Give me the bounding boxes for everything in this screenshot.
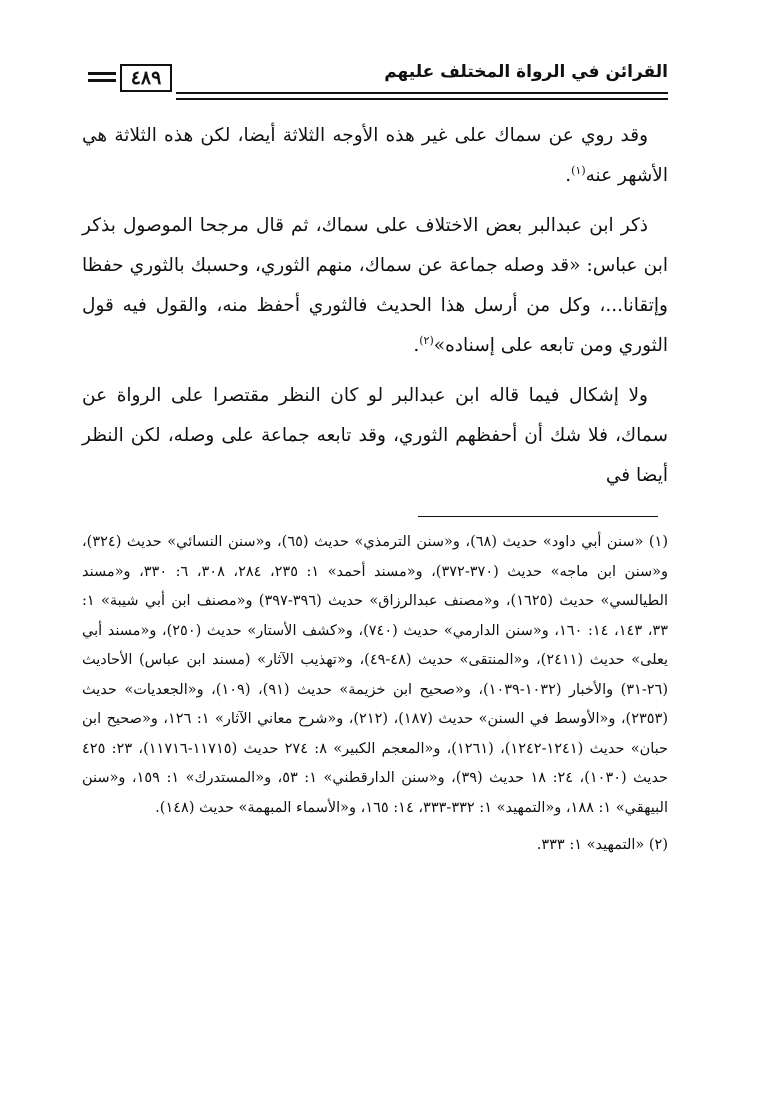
header-rule	[176, 98, 668, 100]
header-dash	[88, 79, 116, 82]
footnotes	[82, 528, 668, 869]
header-rule	[176, 92, 668, 94]
paragraph	[82, 206, 668, 366]
footnote: (٢) «التمهيد» ١: ٣٣٣.	[536, 837, 668, 853]
page-number: ٤٨٩	[120, 64, 172, 92]
footnote: (١) «سنن أبي داود» حديث (٦٨)، و«سنن الترمذي» حديث (٦٥)، و«سنن النسائي» حديث (٣٢٤)، و«سنن ابن ماجه» حديث (٣٧٠-٣٧٢)، و«مسند أحمد» ١: ٢٣٥، ٢٨٤، ٣٠٨، ٦: ٣٣٠، و«مسند الطيالسي» حديث (١٦٢٥)، و«مصنف عبدالرزاق» حديث (٣٩٦-٣٩٧) و«مصنف ابن أبي شيبة» ١: ٣٣، ١٤٣، ١٤: ١٦٠، و«سنن الدارمي» حديث (٧٤٠)، و«كشف الأستار» حديث (٢٥٠)، و«مسند أبي يعلى» حديث (٢٤١١)، و«المنتقى» حديث (٤٨-٤٩)، و«تهذيب الآثار» (مسند ابن عباس) الأحاديث (٢٦-٣١) والأخبار (١٠٣٢-١٠٣٩)، و«صحيح ابن خزيمة» حديث (٩١)، (١٠٩)، و«الجعديات» حديث (٢٣٥٣)، و«الأوسط في السنن» حديث (١٨٧)، (٢١٢)، و«شرح معاني الآثار» ١: ١٢٦، و«صحيح ابن حبان» حديث (١٢٤١-١٢٤٢)، (١٢٦١)، و«المعجم الكبير» ٨: ٢٧٤ حديث (١١٧١٥-١١٧١٦)، ٢٣: ٤٢٥ حديث (١٠٣٠)، ٢٤: ١٨ حديث (٣٩)، و«سنن الدارقطني» ١: ٥٣، و«المستدرك» ١: ١٥٩، و«سنن البيهقي» ١: ١٨٨، و«التمهيد» ١: ٣٣٢-٣٣٣، ١٤: ١٦٥، و«الأسماء المبهمة» حديث (١٤٨).	[82, 534, 669, 816]
footnote-ref: (١)	[571, 163, 586, 177]
paragraph	[82, 376, 668, 496]
main-text	[82, 116, 668, 506]
paragraph-text: ولا إشكال فيما قاله ابن عبدالبر لو كان النظر مقتصرا على الرواة عن سماك، فلا شك أن أحفظهم الثوري، وقد تابعه جماعة على وصله، لكن النظر أيضا في	[82, 385, 668, 486]
header-title: القرائن في الرواة المختلف عليهم	[384, 62, 668, 82]
paragraph-end: .	[565, 165, 572, 186]
paragraph-end: .	[413, 335, 420, 356]
footnote-separator	[418, 516, 658, 517]
paragraph-text: وقد روي عن سماك على غير هذه الأوجه الثلاثة أيضا، لكن هذه الثلاثة هي الأشهر عنه	[82, 125, 668, 186]
footnote-ref: (٢)	[419, 333, 434, 347]
paragraph-text: ذكر ابن عبدالبر بعض الاختلاف على سماك، ثم قال مرجحا الموصول بذكر ابن عباس: «قد وصله جماعة عن سماك، منهم الثوري، وحسبك بالثوري حفظا وإتقانا...، وكل من أرسل هذا الحديث فالثوري أحفظ منه، والقول فيه قول الثوري ومن تابعه على إسناده»	[82, 215, 668, 356]
paragraph	[82, 116, 668, 196]
header-dash	[88, 72, 116, 75]
running-header	[88, 58, 668, 104]
